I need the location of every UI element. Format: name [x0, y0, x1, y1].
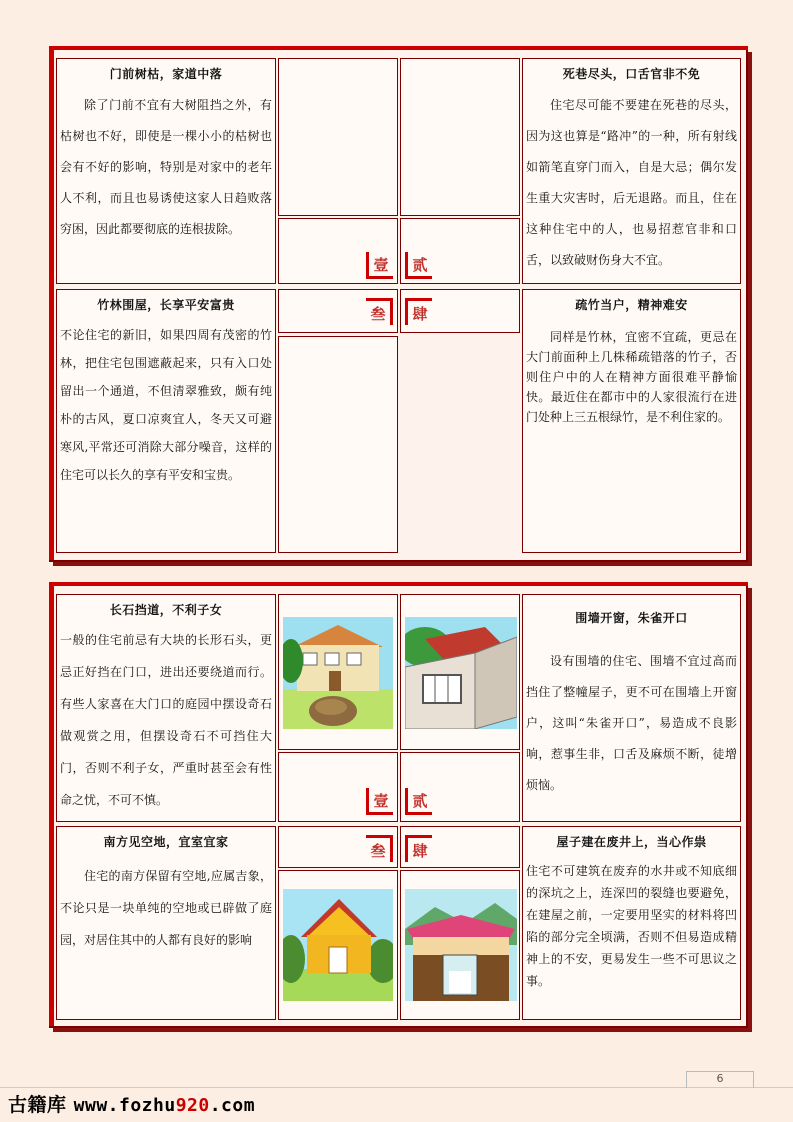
- text-cell-bamboo-grove: [56, 289, 276, 553]
- section-title: 围墙开窗，朱雀开口: [575, 611, 688, 625]
- yellow-house-illustration: [283, 889, 393, 1001]
- section-body: 设有围墙的住宅、围墙不宜过高而挡住了整幢屋子，更不可在围墙上开窗户，这叫“朱雀开口”，易造成不良影响，惹事生非，口舌及麻烦不断，徒增烦恼。: [526, 654, 737, 792]
- seal-one: 壹: [366, 788, 393, 815]
- panel-2: [49, 584, 748, 1028]
- text-cell-abandoned-well: [522, 826, 741, 1020]
- section-body: 住宅尽可能不要建在死巷的尽头，因为这也算是“路冲”的一种，所有射线如箭笔直穿门而入，自是大忌；偶尔发生重大灾害时，后无退路。而且，住在这种住宅中的人，也易招惹官非和口舌，以致破财伤身大不宜。: [526, 98, 737, 267]
- seal-cell: [278, 826, 398, 868]
- image-cell-house-rock: [278, 594, 398, 750]
- image-cell-yellow-house: [278, 870, 398, 1020]
- site-url-prefix: www.fozhu: [73, 1095, 176, 1116]
- seal-three: 叁: [366, 835, 393, 862]
- seal-two: 贰: [405, 788, 432, 815]
- seal-cell: [400, 752, 520, 822]
- text-cell-wall-window: [522, 594, 741, 822]
- house-over-well-illustration: [405, 889, 517, 1001]
- site-name: 古籍库: [8, 1094, 67, 1116]
- seal-two: 贰: [405, 252, 432, 279]
- image-cell-pavilion-well: [400, 870, 520, 1020]
- seal-cell: [278, 752, 398, 822]
- walled-house-illustration: [405, 617, 517, 729]
- section-title: 竹林围屋，长享平安富贵: [97, 298, 235, 312]
- panel-side-bar: [49, 50, 54, 560]
- footer-divider: [0, 1087, 793, 1088]
- seal-cell: [400, 289, 520, 333]
- section-body: 不论住宅的新旧，如果四周有茂密的竹林，把住宅包围遮蔽起来，只有入口处留出一个通道，不但清翠雅致，颇有纯朴的古风，夏口凉爽宜人，冬天又可避寒风,平常还可消除大部分噪音，这样的住宅可以长久的享有平安和宝贵。: [60, 328, 272, 482]
- site-url-number: 920: [175, 1095, 210, 1116]
- image-cell-empty: [400, 58, 520, 216]
- section-body: 住宅的南方保留有空地,应属吉象，不论只是一块单纯的空地或已辟做了庭园，对居住其中的人都有良好的影响: [60, 869, 272, 947]
- text-cell-south-open: [56, 826, 276, 1020]
- section-title: 南方见空地，宜室宜家: [103, 835, 229, 849]
- image-cell-empty: [278, 336, 398, 553]
- site-url[interactable]: [74, 1095, 255, 1116]
- panel-1: [49, 48, 748, 562]
- section-body: 除了门前不宜有大树阻挡之外，有枯树也不好，即使是一棵小小的枯树也会有不好的影响，特别是对家中的老年人不利，而且也易诱使这家人日趋败落穷困，因此都要彻底的连根拔除。: [60, 98, 272, 236]
- seal-cell: [278, 218, 398, 284]
- section-title: 屋子建在废井上，当心作祟: [556, 835, 707, 849]
- seal-cell: [400, 218, 520, 284]
- text-cell-withered-tree: [56, 58, 276, 284]
- section-title: 死巷尽头，口舌官非不免: [562, 67, 701, 81]
- section-body: 住宅不可建筑在废弃的水井或不知底细的深坑之上，连深凹的裂缝也要避免，在建屋之前，一定要用坚实的材料将凹陷的部分完全顷满，否则不但易造成精神上的不安，更易发生一些不可思议之事。: [526, 864, 737, 988]
- panel-top-bar: [49, 46, 748, 50]
- panel-side-bar: [49, 586, 54, 1026]
- seal-cell: [400, 826, 520, 868]
- panel-top-bar: [49, 582, 748, 586]
- footer-watermark: [8, 1090, 255, 1117]
- house-with-rock-illustration: [283, 617, 393, 729]
- image-cell-empty: [278, 58, 398, 216]
- seal-four: 肆: [405, 298, 432, 325]
- image-cell-walled-house: [400, 594, 520, 750]
- text-cell-dead-end: [522, 58, 741, 284]
- section-body: 同样是竹林，宜密不宜疏，更忌在大门前面种上几株稀疏错落的竹子，否则住户中的人在精神方面很难平静愉快。最近住在都市中的人家很流行在进门处种上三五根绿竹，是不利住家的。: [526, 330, 737, 424]
- seal-four: 肆: [405, 835, 432, 862]
- seal-one: 壹: [366, 252, 393, 279]
- seal-cell: [278, 289, 398, 333]
- section-title: 疏竹当户，精神难安: [575, 298, 688, 312]
- seal-three: 叁: [366, 298, 393, 325]
- text-cell-long-stone: [56, 594, 276, 822]
- section-title: 门前树枯，家道中落: [109, 67, 223, 81]
- section-body: 一般的住宅前忌有大块的长形石头，更忌正好挡在门口，进出还要绕道而行。有些人家喜在大门口的庭园中摆设奇石做观赏之用，但摆设奇石不可挡住大门，否则不利子女，严重时甚至会有性命之忧，不可不慎。: [60, 633, 272, 807]
- site-url-suffix: .com: [209, 1095, 256, 1116]
- section-title: 长石挡道，不利子女: [109, 603, 223, 617]
- text-cell-sparse-bamboo: [522, 289, 741, 553]
- page-number: 6: [686, 1071, 754, 1088]
